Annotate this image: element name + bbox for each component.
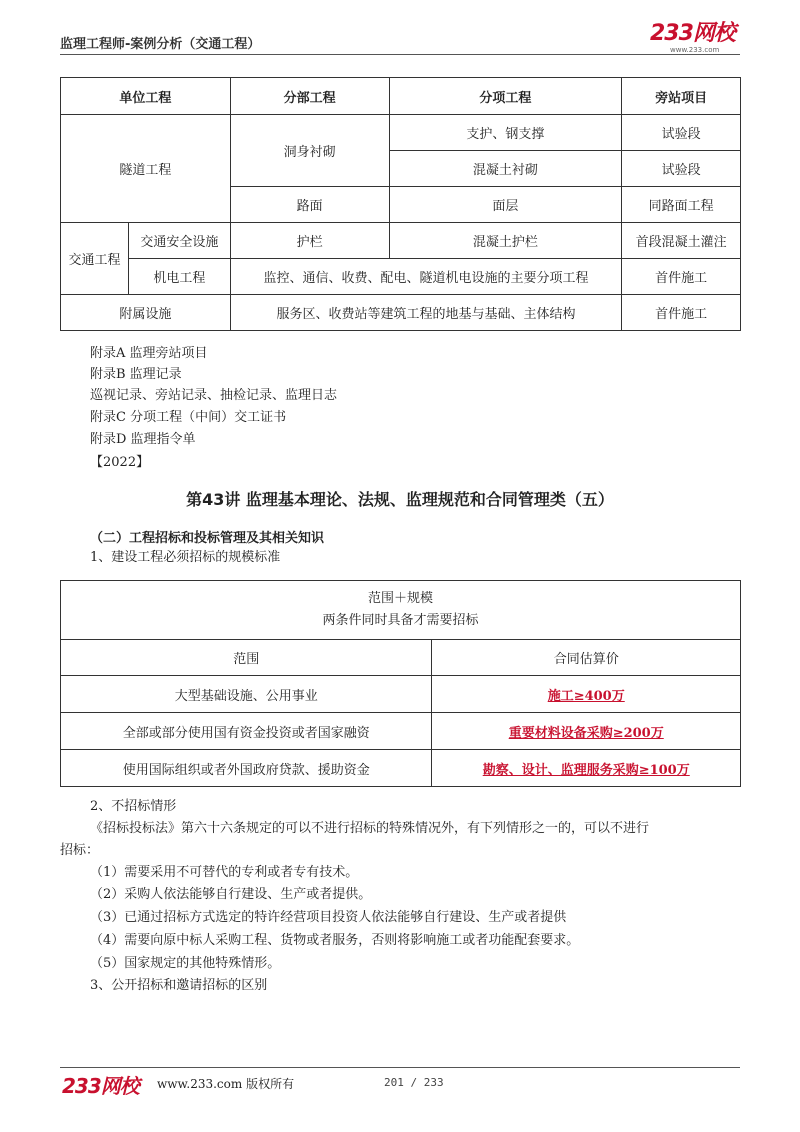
header-divider (60, 54, 740, 55)
law-paragraph: 《招标投标法》第六十六条规定的可以不进行招标的特殊情况外，有下列情形之一的，可以不进行 (90, 821, 650, 836)
table-row (61, 581, 741, 640)
header-division: 分部工程 (230, 78, 389, 115)
table-row (61, 259, 741, 295)
item-heading: 3、公开招标和邀请招标的区别 (90, 978, 268, 993)
cell-aux-items: 服务区、收费站等建筑工程的地基与基础、主体结构 (230, 295, 621, 331)
lecture-title: 第43讲 监理基本理论、法规、监理规范和合同管理类（五） (186, 490, 614, 509)
cell-auxiliary: 附属设施 (61, 295, 231, 331)
footer-copyright: www.233.com 版权所有 (157, 1077, 295, 1091)
logo-text: 233网校 (650, 21, 735, 46)
appendix-line: 附录A 监理旁站项目 (90, 346, 208, 361)
header-subitem: 分项工程 (389, 78, 622, 115)
page-number: 201 / 233 (384, 1076, 444, 1089)
cell-first-build: 首件施工 (622, 259, 741, 295)
item-heading: 2、不招标情形 (90, 799, 177, 814)
price-threshold: 勘察、设计、监理服务采购≥100万 (482, 762, 690, 778)
page-header-title: 监理工程师-案例分析（交通工程） (60, 37, 261, 52)
header-unit-project: 单位工程 (61, 78, 231, 115)
cell-electro-items: 监控、通信、收费、配电、隧道机电设施的主要分项工程 (230, 259, 621, 295)
case-item: （3）已通过招标方式选定的特许经营项目投资人依法能够自行建设、生产或者提供 (90, 910, 567, 925)
cell-condition (61, 581, 741, 640)
supervision-table (60, 77, 741, 331)
table-row (61, 713, 741, 750)
table-row (61, 640, 741, 676)
cell-road: 路面 (230, 187, 389, 223)
case-item: （1）需要采用不可替代的专利或者专有技术。 (90, 865, 359, 880)
cell-price (432, 713, 741, 750)
cell-support: 支护、钢支撑 (389, 115, 622, 151)
table-row (61, 676, 741, 713)
footer-logo[interactable]: 233网校 (62, 1074, 139, 1098)
cell-first-build: 首件施工 (622, 295, 741, 331)
cell-electro: 机电工程 (128, 259, 230, 295)
cell-safety: 交通安全设施 (128, 223, 230, 259)
section-subheading: （二）工程招标和投标管理及其相关知识 (90, 531, 325, 546)
price-threshold: 重要材料设备采购≥200万 (508, 725, 664, 741)
cell-same-as-road: 同路面工程 (622, 187, 741, 223)
cell-guardrail: 护栏 (230, 223, 389, 259)
header-price: 合同估算价 (432, 640, 741, 676)
appendix-line: 附录D 监理指令单 (90, 432, 196, 447)
condition-line: 两条件同时具备才需要招标 (322, 613, 479, 628)
case-item: （4）需要向原中标人采购工程、货物或者服务，否则将影响施工或者功能配套要求。 (90, 933, 580, 948)
condition-line: 范围＋规模 (367, 591, 433, 606)
cell-first-pour: 首段混凝土灌注 (622, 223, 741, 259)
cell-scope: 大型基础设施、公用事业 (61, 676, 432, 713)
cell-lining: 洞身衬砌 (230, 115, 389, 187)
logo-url: www.233.com (670, 46, 720, 54)
table-row (61, 750, 741, 787)
cell-trial: 试验段 (622, 151, 741, 187)
header-scope: 范围 (61, 640, 432, 676)
table-header-row (61, 78, 741, 115)
cell-price (432, 750, 741, 787)
cell-surface: 面层 (389, 187, 622, 223)
cell-price (432, 676, 741, 713)
item-heading: 1、建设工程必须招标的规模标准 (90, 550, 281, 565)
cell-tunnel: 隧道工程 (61, 115, 231, 223)
footer-divider (60, 1067, 740, 1068)
appendix-line: 巡视记录、旁站记录、抽检记录、监理日志 (90, 388, 338, 403)
cell-concrete-guardrail: 混凝土护栏 (389, 223, 622, 259)
cell-concrete-lining: 混凝土衬砌 (389, 151, 622, 187)
price-threshold: 施工≥400万 (547, 688, 625, 704)
appendix-line: 附录C 分项工程（中间）交工证书 (90, 410, 287, 425)
brand-logo[interactable] (650, 22, 740, 58)
table-row (61, 115, 741, 151)
header-sidestation: 旁站项目 (622, 78, 741, 115)
cell-scope: 使用国际组织或者外国政府贷款、援助资金 (61, 750, 432, 787)
case-item: （5）国家规定的其他特殊情形。 (90, 956, 281, 971)
law-paragraph-cont: 招标： (60, 843, 100, 858)
year-tag: 【2022】 (90, 455, 150, 470)
appendix-line: 附录B 监理记录 (90, 367, 182, 382)
table-row (61, 223, 741, 259)
cell-traffic: 交通工程 (61, 223, 129, 295)
tender-scale-table (60, 580, 741, 787)
table-row (61, 295, 741, 331)
cell-trial: 试验段 (622, 115, 741, 151)
cell-scope: 全部或部分使用国有资金投资或者国家融资 (61, 713, 432, 750)
case-item: （2）采购人依法能够自行建设、生产或者提供。 (90, 887, 372, 902)
